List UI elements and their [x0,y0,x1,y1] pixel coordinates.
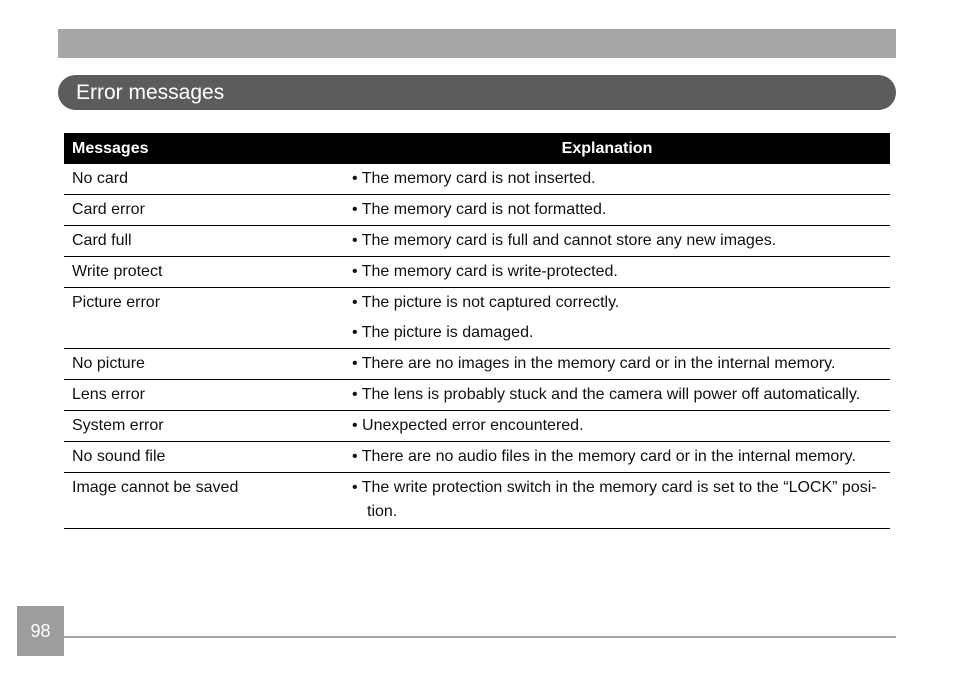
explanation-line: • The memory card is write-protected. [352,263,618,280]
top-band [58,29,896,58]
message-cell: No picture [72,355,145,372]
explanation-cell [344,164,890,194]
table-row [64,164,890,195]
explanation-line: • The memory card is full and cannot store any new images. [352,232,777,249]
table-header [64,133,890,164]
page-number: 98 [30,620,51,641]
message-cell: No sound file [72,448,166,465]
explanation-line: • Unexpected error encountered. [352,417,584,434]
explanation-cell [344,473,890,528]
section-title: Error messages [76,80,225,104]
explanation-line: • There are no images in the memory card or in the internal memory. [352,355,836,372]
page-number-box [17,606,64,656]
explanation-line: • The memory card is not inserted. [352,170,596,187]
explanation-cell [344,288,890,348]
table-row [64,473,890,529]
explanation-line: • The memory card is not formatted. [352,201,607,218]
table-row [64,288,890,349]
table-row [64,349,890,380]
footer-rule [64,636,896,638]
explanation-line [352,473,890,528]
message-cell: Image cannot be saved [72,479,239,496]
explanation-cell [344,442,890,472]
message-cell: No card [72,170,129,187]
table-row [64,442,890,473]
error-messages-table [64,133,890,529]
message-cell: Card full [72,232,132,249]
explanation-cell [344,195,890,225]
explanation-cell [344,380,890,410]
table-row [64,411,890,442]
message-cell: Lens error [72,386,145,403]
explanation-line: • The lens is probably stuck and the camera will power off automatically. [352,386,861,403]
table-row [64,380,890,411]
explanation-cell [344,349,890,379]
table-row [64,195,890,226]
explanation-line: • There are no audio files in the memory card or in the internal memory. [352,448,856,465]
explanation-cell [344,411,890,441]
table-row [64,226,890,257]
explanation-line-part: • The write protection switch in the memory card is set to the “LOCK” posi- [352,479,877,496]
explanation-line: • The picture is damaged. [352,324,534,341]
message-cell: Card error [72,201,145,218]
message-cell: System error [72,417,164,434]
explanation-cell [344,257,890,287]
table-row [64,257,890,288]
header-messages: Messages [72,139,149,157]
explanation-line: • The picture is not captured correctly. [352,294,620,311]
explanation-line-continuation: tion. [367,503,398,520]
message-cell: Write protect [72,263,163,280]
section-header [58,75,896,110]
message-cell: Picture error [72,294,161,311]
header-explanation: Explanation [561,139,653,157]
explanation-cell [344,226,890,256]
